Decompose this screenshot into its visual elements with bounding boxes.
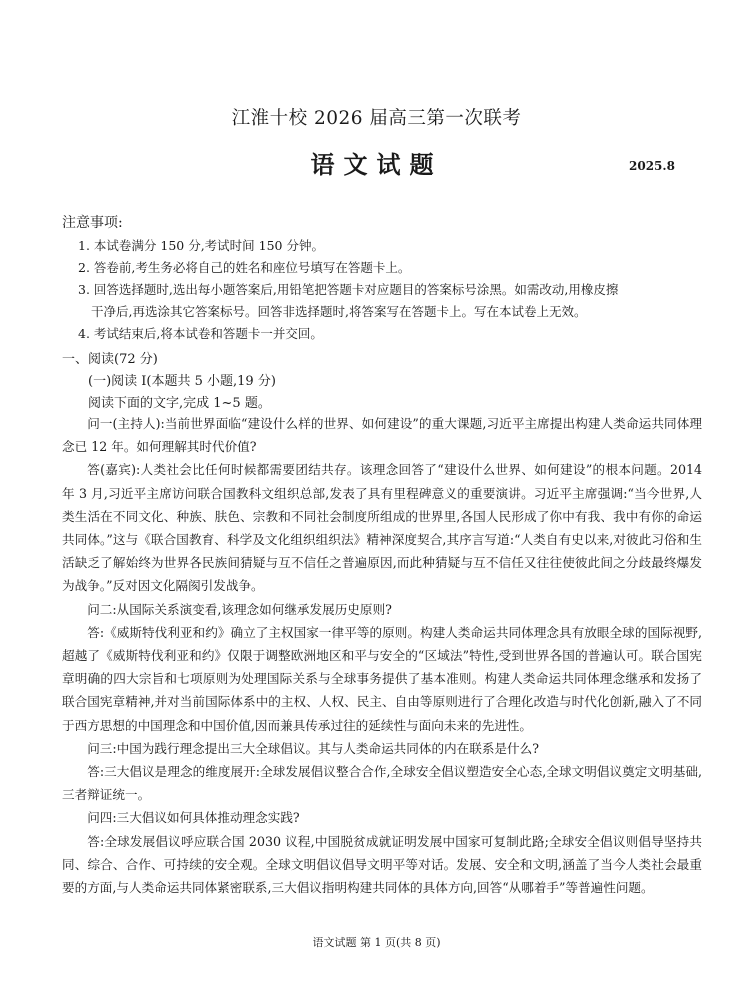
passage-paragraph: 答:全球发展倡议呼应联合国 2030 议程,中国脱贫成就证明发展中国家可复制此路;全球安全倡议则倡导坚持共同、综合、合作、可持续的安全观。全球文明倡议倡导文明平等对话。发展、安全和文明,涵盖了当今人类社会最重要的方面,与人类命运共同体紧密联系,三大倡议指明构建共同体的具体方向,回答“从哪着手”等普遍性问题。 (62, 833, 702, 896)
subject-title: 语文试题 (310, 150, 443, 179)
section-heading: 一、阅读(72 分) (62, 352, 158, 367)
passage-paragraph: 问二:从国际关系演变看,该理念如何继承发展历史原则? (87, 601, 392, 617)
exam-title: 江淮十校 2026 届高三第一次联考 (231, 108, 522, 129)
notice-item: 2. 答卷前,考生务必将自己的姓名和座位号填写在答题卡上。 (78, 260, 411, 275)
reading-passage (62, 412, 702, 899)
notice-list (78, 235, 708, 345)
passage-paragraph: 答:三大倡议是理念的维度展开:全球发展倡议整合合作,全球安全倡议塑造安全心态,全球文明倡议奠定文明基础,三者辩证统一。 (62, 764, 702, 803)
notice-item-continuation (78, 301, 708, 323)
notice-item: 1. 本试卷满分 150 分,考试时间 150 分钟。 (78, 238, 324, 253)
part-heading: (一)阅读 I(本题共 5 小题,19 分) (88, 374, 276, 389)
notice-item: 3. 回答选择题时,选出每小题答案后,用铅笔把答题卡对应题目的答案标号涂黑。如需改动,用橡皮擦 (78, 282, 619, 297)
instruction: 阅读下面的文字,完成 1~5 题。 (88, 396, 271, 411)
passage-paragraph: 答:《威斯特伐利亚和约》确立了主权国家一律平等的原则。构建人类命运共同体理念具有放眼全球的国际视野,超越了《威斯特伐利亚和约》仅限于调整欧洲地区和平与安全的“区域法”特性,受到世界各国的普遍认可。联合国宪章明确的四大宗旨和七项原则为处理国际关系与全球事务提供了基本准则。构建人类命运共同体理念继承和发扬了联合国宪章精神,并对当前国际体系中的主权、人权、民主、自由等原则进行了合理化改造与时代化创新,融入了不同于西方思想的中国理念和中国价值,因而兼具传承过往的延续性与面向未来的先进性。 (62, 624, 702, 733)
passage-paragraph: 问四:三大倡议如何具体推动理念实践? (87, 810, 300, 826)
exam-date: 2025.8 (629, 159, 675, 173)
notice-item-continuation-text: 干净后,再选涂其它答案标号。回答非选择题时,将答案写在答题卡上。写在本试卷上无效。 (91, 304, 587, 319)
notice-heading: 注意事项: (62, 215, 123, 231)
passage-paragraph: 答(嘉宾):人类社会比任何时候都需要团结共存。该理念回答了“建设什么世界、如何建设”的根本问题。2014 年 3 月,习近平主席访问联合国教科文组织总部,发表了具有里程碑意义的重要演讲。习近平主席强调:“当今世界,人类生活在不同文化、种族、肤色、宗教和不同社会制度所组成的世界里,各国人民形成了你中有我、我中有你的命运共同体。”这与《联合国教育、科学及文化组织组织法》精神深度契合,其序言写道:“人类自有史以来,对彼此习俗和生活缺乏了解始终为世界各民族间猜疑与互不信任之普遍原因,而此种猜疑与互不信任又往往使彼此间之分歧最终爆发为战争。”反对因文化隔阂引发战争。 (62, 462, 702, 594)
passage-paragraph: 问三:中国为践行理念提出三大全球倡议。其与人类命运共同体的内在联系是什么? (87, 740, 539, 756)
page-footer: 语文试题 第 1 页(共 8 页) (312, 936, 441, 949)
notice-item: 4. 考试结束后,将本试卷和答题卡一并交回。 (78, 326, 323, 341)
passage-paragraph: 问一(主持人):当前世界面临“建设什么样的世界、如何建设”的重大课题,习近平主席提出构建人类命运共同体理念已 12 年。如何理解其时代价值? (62, 416, 702, 455)
